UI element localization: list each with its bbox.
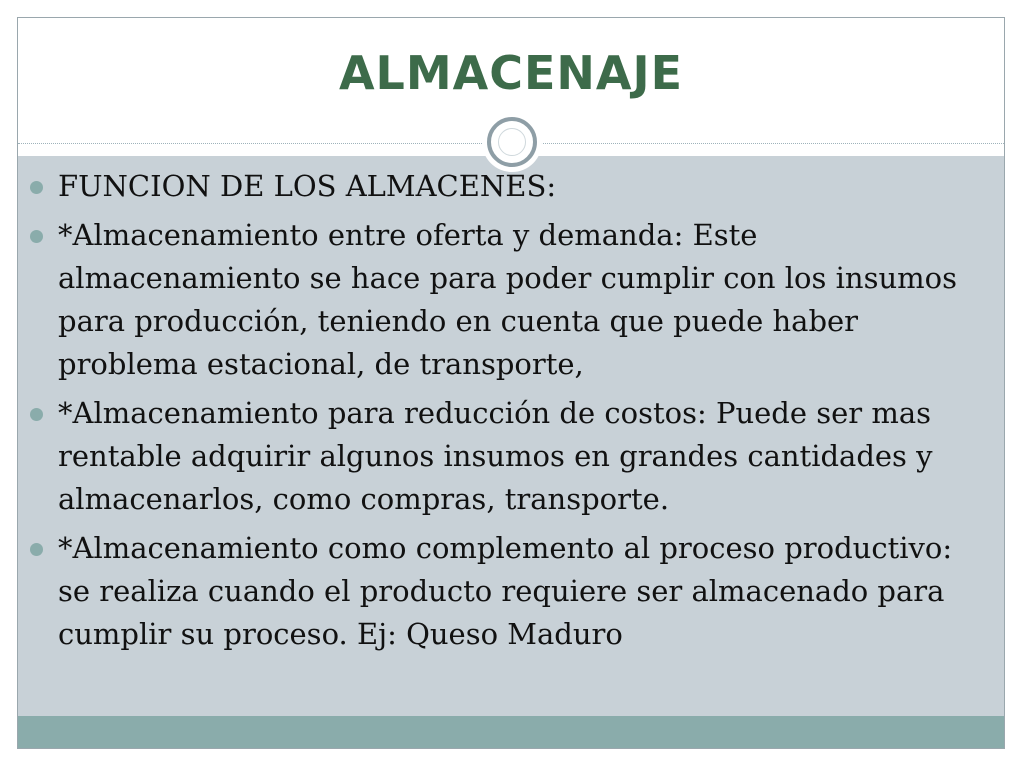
bullet-dot-icon bbox=[30, 230, 43, 243]
bullet-text: *Almacenamiento como complemento al proceso productivo: se realiza cuando el producto requiere ser almacenado para cumplir su proceso. Ej: Queso Maduro bbox=[58, 531, 953, 651]
bullet-dot-icon bbox=[30, 408, 43, 421]
ornament-ring bbox=[487, 117, 537, 167]
bullet-dot-icon bbox=[30, 181, 43, 194]
bullet-text: FUNCION DE LOS ALMACENES: bbox=[58, 169, 557, 203]
ornament-inner-ring bbox=[498, 128, 526, 156]
circle-ornament-icon bbox=[482, 112, 542, 172]
list-item bbox=[30, 527, 960, 656]
bullet-dot-icon bbox=[30, 543, 43, 556]
list-item bbox=[30, 165, 960, 208]
bullet-text: *Almacenamiento entre oferta y demanda: Este almacenamiento se hace para poder cumplir con los insumos para producción, teniendo en cuenta que puede haber problema estacional, de transporte, bbox=[58, 218, 957, 381]
slide-title: ALMACENAJE bbox=[338, 46, 684, 100]
bullet-list bbox=[30, 165, 960, 662]
footer-bar bbox=[18, 716, 1004, 749]
list-item bbox=[30, 392, 960, 521]
list-item bbox=[30, 214, 960, 386]
bullet-text: *Almacenamiento para reducción de costos: Puede ser mas rentable adquirir algunos insumos en grandes cantidades y almacenarlos, como compras, transporte. bbox=[58, 396, 933, 516]
